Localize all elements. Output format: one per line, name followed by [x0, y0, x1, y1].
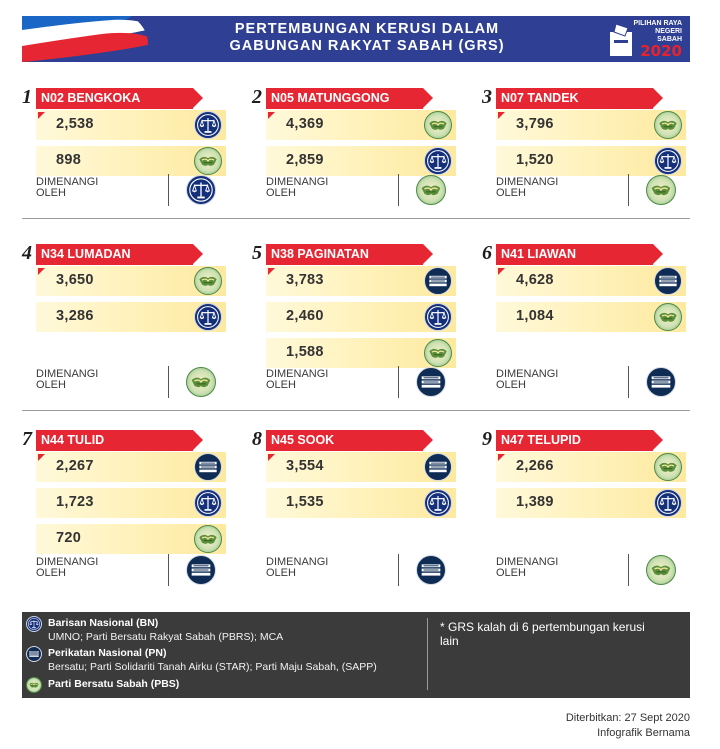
- vote-count: 4,369: [286, 116, 324, 132]
- vote-row: [496, 146, 686, 176]
- vote-count: 1,084: [516, 308, 554, 324]
- legend-panel: [22, 612, 690, 698]
- seat-index: 5: [252, 242, 262, 264]
- vote-count: 1,520: [516, 152, 554, 168]
- won-divider: [398, 554, 399, 586]
- pn-logo-icon: [416, 367, 446, 397]
- vote-count: 720: [56, 530, 82, 546]
- winning-vote-row: [496, 452, 686, 482]
- published-date: Diterbitkan: 27 Sept 2020: [565, 712, 690, 724]
- handshake-icon: [416, 175, 446, 205]
- winning-vote-row: [266, 110, 456, 140]
- seat-name: N41 LIAWAN: [496, 244, 653, 265]
- vote-count: 1,723: [56, 494, 94, 510]
- seat-name: N44 TULID: [36, 430, 193, 451]
- vote-row: [36, 524, 226, 554]
- handshake-icon: [26, 677, 42, 693]
- vote-count: 1,389: [516, 494, 554, 510]
- seat-name: N45 SOOK: [266, 430, 423, 451]
- vote-count: 3,554: [286, 458, 324, 474]
- seat-index: 1: [22, 86, 32, 108]
- vote-count: 2,859: [286, 152, 324, 168]
- legend-party-name: Perikatan Nasional (PN): [48, 647, 167, 659]
- winning-vote-row: [266, 452, 456, 482]
- pn-logo-icon: [424, 453, 452, 481]
- vote-row: [266, 338, 456, 368]
- handshake-icon: [646, 175, 676, 205]
- scales-icon: [26, 616, 42, 632]
- winning-vote-row: [36, 266, 226, 296]
- vote-count: 4,628: [516, 272, 554, 288]
- seat-name: N07 TANDEK: [496, 88, 653, 109]
- scales-icon: [186, 175, 216, 205]
- seat-index: 8: [252, 428, 262, 450]
- won-by-label: DIMENANGI OLEH: [36, 368, 99, 391]
- pn-logo-icon: [654, 267, 682, 295]
- badge-year: 2020: [640, 42, 682, 60]
- handshake-icon: [654, 303, 682, 331]
- won-by-label: DIMENANGI OLEH: [36, 556, 99, 579]
- scales-icon: [654, 147, 682, 175]
- seat-name: N05 MATUNGGONG: [266, 88, 423, 109]
- handshake-icon: [424, 339, 452, 367]
- badge-line-1: PILIHAN RAYA: [633, 20, 682, 27]
- seat-index: 7: [22, 428, 32, 450]
- scales-icon: [194, 303, 222, 331]
- scales-icon: [194, 111, 222, 139]
- vote-row: [36, 488, 226, 518]
- seat-index: 9: [482, 428, 492, 450]
- sabah-flag-graphic: [22, 16, 162, 62]
- source-credit: Infografik Bernama: [597, 727, 690, 739]
- header-banner: [22, 16, 690, 62]
- handshake-icon: [424, 111, 452, 139]
- vote-count: 2,266: [516, 458, 554, 474]
- row-divider: [22, 410, 690, 411]
- won-divider: [628, 174, 629, 206]
- legend-note: * GRS kalah di 6 pertembungan kerusi lain: [440, 620, 645, 648]
- vote-row: [266, 146, 456, 176]
- scales-icon: [424, 303, 452, 331]
- scales-icon: [194, 489, 222, 517]
- scales-icon: [424, 489, 452, 517]
- won-divider: [398, 174, 399, 206]
- won-by-label: DIMENANGI OLEH: [496, 176, 559, 199]
- badge-line-2: NEGERI: [655, 28, 682, 35]
- vote-count: 3,650: [56, 272, 94, 288]
- won-divider: [398, 366, 399, 398]
- infographic-title: [192, 21, 542, 55]
- pn-logo-icon: [416, 555, 446, 585]
- vote-row: [266, 302, 456, 332]
- vote-count: 1,588: [286, 344, 324, 360]
- pn-logo-icon: [186, 555, 216, 585]
- seat-name: N47 TELUPID: [496, 430, 653, 451]
- pn-logo-icon: [26, 646, 42, 662]
- pn-logo-icon: [424, 267, 452, 295]
- vote-row: [266, 488, 456, 518]
- pn-logo-icon: [646, 367, 676, 397]
- seat-name: N34 LUMADAN: [36, 244, 193, 265]
- won-divider: [168, 554, 169, 586]
- legend-party-members: Bersatu; Parti Solidariti Tanah Airku (STAR); Parti Maju Sabah, (SAPP): [48, 661, 377, 673]
- seat-index: 4: [22, 242, 32, 264]
- vote-row: [36, 302, 226, 332]
- legend-party-name: Barisan Nasional (BN): [48, 617, 159, 629]
- scales-icon: [424, 147, 452, 175]
- vote-count: 3,286: [56, 308, 94, 324]
- vote-count: 2,538: [56, 116, 94, 132]
- winning-vote-row: [496, 110, 686, 140]
- won-by-label: DIMENANGI OLEH: [496, 368, 559, 391]
- handshake-icon: [646, 555, 676, 585]
- won-by-label: DIMENANGI OLEH: [266, 556, 329, 579]
- scales-icon: [654, 489, 682, 517]
- vote-row: [36, 146, 226, 176]
- title-line-2: GABUNGAN RAKYAT SABAH (GRS): [229, 38, 505, 54]
- seat-index: 2: [252, 86, 262, 108]
- vote-row: [496, 302, 686, 332]
- vote-count: 3,783: [286, 272, 324, 288]
- winning-vote-row: [266, 266, 456, 296]
- winning-vote-row: [496, 266, 686, 296]
- handshake-icon: [194, 267, 222, 295]
- footer-credit: [566, 711, 690, 741]
- won-divider: [168, 174, 169, 206]
- won-divider: [168, 366, 169, 398]
- won-by-label: DIMENANGI OLEH: [266, 176, 329, 199]
- vote-count: 2,460: [286, 308, 324, 324]
- seat-name: N02 BENGKOKA: [36, 88, 193, 109]
- legend-divider: [427, 618, 428, 690]
- badge-line-3: SABAH: [657, 36, 682, 43]
- legend-party-members: UMNO; Parti Bersatu Rakyat Sabah (PBRS); MCA: [48, 631, 284, 643]
- winning-vote-row: [36, 110, 226, 140]
- won-by-label: DIMENANGI OLEH: [266, 368, 329, 391]
- row-divider: [22, 218, 690, 219]
- won-by-label: DIMENANGI OLEH: [496, 556, 559, 579]
- seat-index: 3: [482, 86, 492, 108]
- title-line-1: PERTEMBUNGAN KERUSI DALAM: [234, 21, 500, 37]
- handshake-icon: [194, 147, 222, 175]
- vote-row: [496, 488, 686, 518]
- won-by-label: DIMENANGI OLEH: [36, 176, 99, 199]
- winning-vote-row: [36, 452, 226, 482]
- handshake-icon: [654, 111, 682, 139]
- vote-count: 898: [56, 152, 82, 168]
- vote-count: 2,267: [56, 458, 94, 474]
- handshake-icon: [654, 453, 682, 481]
- vote-count: 1,535: [286, 494, 324, 510]
- handshake-icon: [194, 525, 222, 553]
- vote-count: 3,796: [516, 116, 554, 132]
- pn-logo-icon: [194, 453, 222, 481]
- badge-text: [624, 20, 682, 44]
- election-badge: [606, 18, 684, 60]
- legend-party-name: Parti Bersatu Sabah (PBS): [48, 678, 180, 690]
- seat-index: 6: [482, 242, 492, 264]
- won-divider: [628, 366, 629, 398]
- handshake-icon: [186, 367, 216, 397]
- won-divider: [628, 554, 629, 586]
- seat-name: N38 PAGINATAN: [266, 244, 423, 265]
